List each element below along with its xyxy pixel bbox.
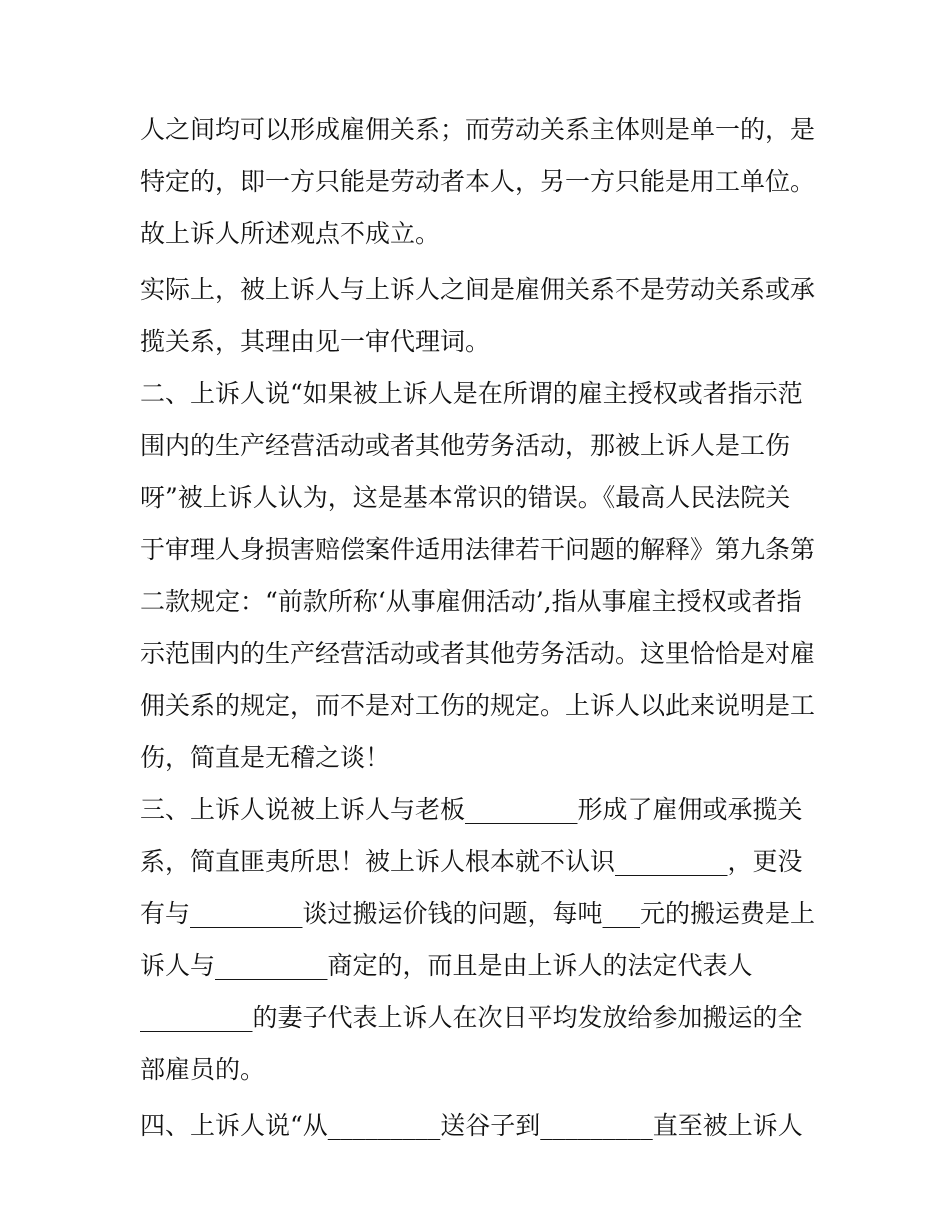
text-line: 特定的，即一方只能是劳动者本人，另一方只能是用工单位。 [140,167,816,196]
text-line: 部雇员的。 [140,1055,266,1084]
text-line: 示范围内的生产经营活动或者其他劳务活动。这里恰恰是对雇 [140,639,816,668]
text-line: 佣关系的规定，而不是对工伤的规定。上诉人以此来说明是工 [140,691,816,720]
text-line: 围内的生产经营活动或者其他劳务活动，那被上诉人是工伤 [140,431,791,460]
text-line: 伤，简直是无稽之谈！ [140,743,391,772]
text-line: 呀”被上诉人认为，这是基本常识的错误。《最高人民法院关 [140,483,791,512]
text-line: 故上诉人所述观点不成立。 [140,219,441,248]
text-line: _________的妻子代表上诉人在次日平均发放给参加搬运的全 [140,1003,803,1032]
text-line: 于审理人身损害赔偿案件适用法律若干问题的解释》第九条第 [140,535,816,564]
text-line: 实际上，被上诉人与上诉人之间是雇佣关系不是劳动关系或承 [140,275,816,304]
text-line: 揽关系，其理由见一审代理词。 [140,327,491,356]
text-line: 二款规定：“前款所称‘从事雇佣活动’,指从事雇主授权或者指 [140,587,802,616]
text-line: 四、上诉人说“从_________送谷子到_________直至被上诉人 [140,1111,803,1140]
text-line: 三、上诉人说被上诉人与老板_________形成了雇佣或承揽关 [140,795,803,824]
text-line: 诉人与_________商定的，而且是由上诉人的法定代表人 [140,951,753,980]
text-line: 系，简直匪夷所思！被上诉人根本就不认识_________，更没 [140,847,803,876]
text-line: 有与_________谈过搬运价钱的问题，每吨___元的搬运费是上 [140,899,816,928]
text-line: 人之间均可以形成雇佣关系；而劳动关系主体则是单一的，是 [140,115,816,144]
document-body [140,104,820,1152]
text-line: 二、上诉人说“如果被上诉人是在所谓的雇主授权或者指示范 [140,379,803,408]
